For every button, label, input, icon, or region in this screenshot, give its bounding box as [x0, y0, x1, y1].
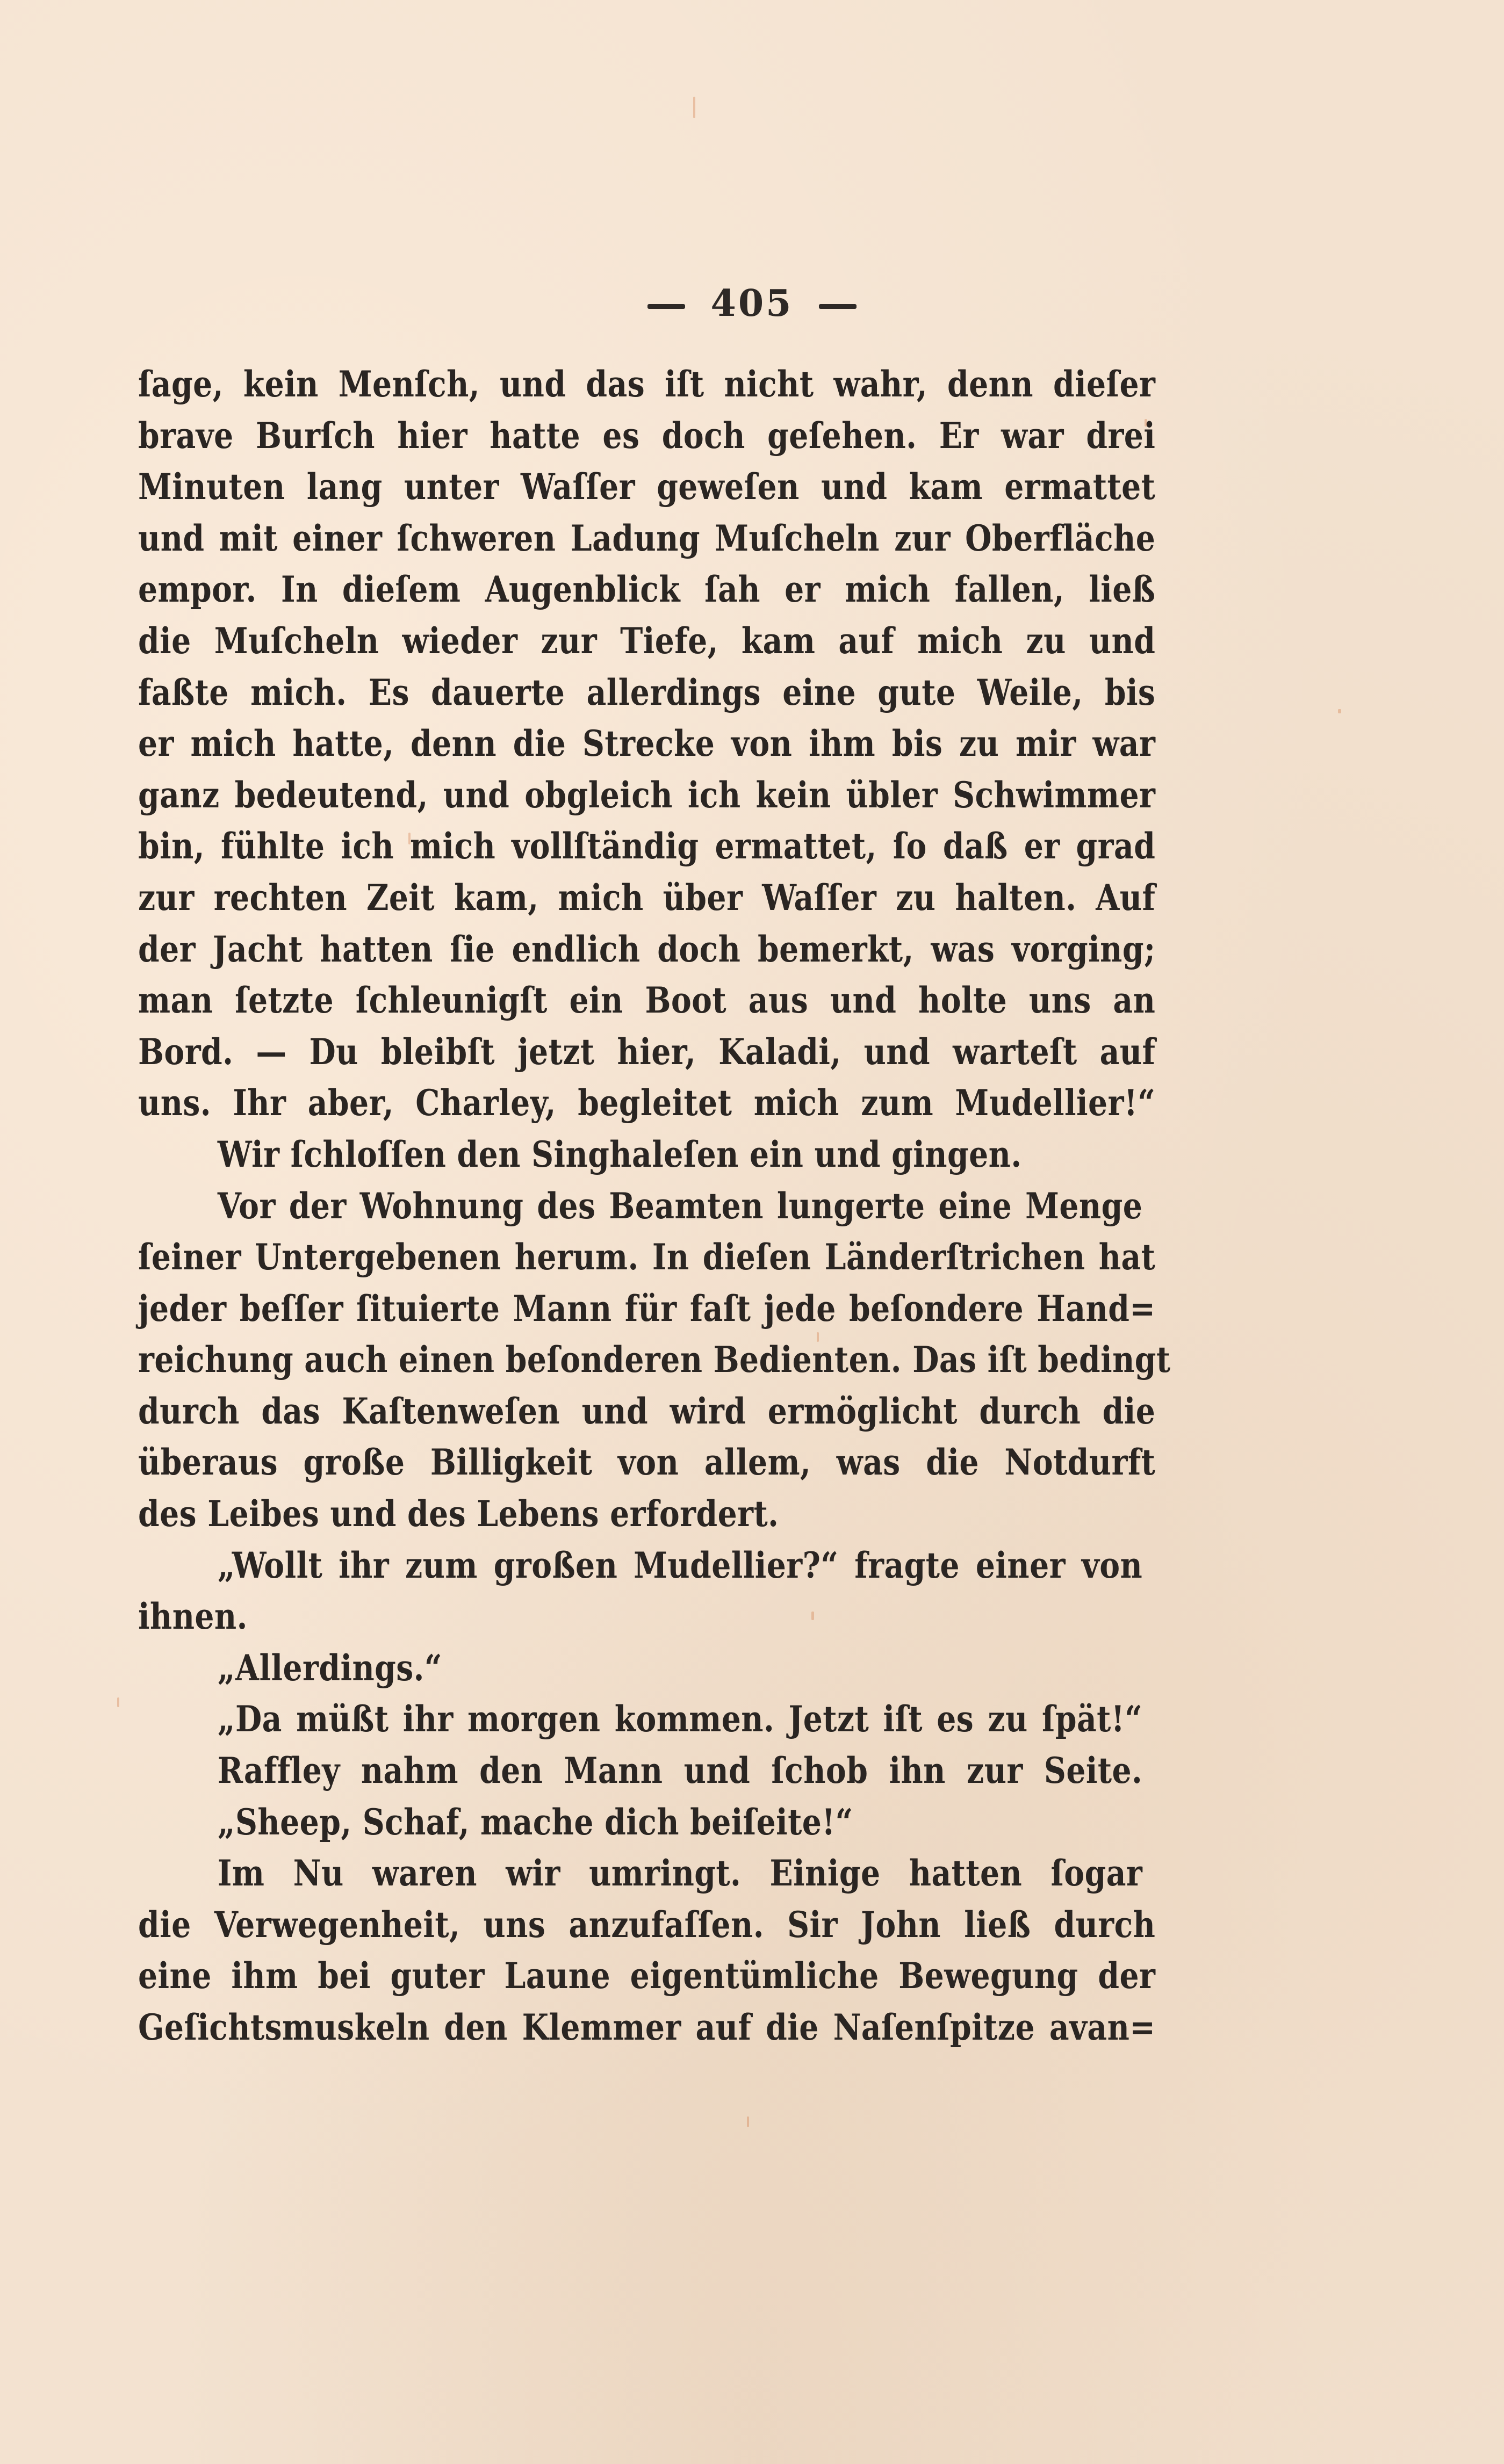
- text-line: er mich hatte, denn die Strecke von ihm bis zu mir war: [138, 722, 1156, 765]
- paper-speck: [747, 2116, 749, 2127]
- page-number: 405: [710, 282, 794, 325]
- text-line: „Wollt ihr zum großen Mudellier?“ fragte einer von: [217, 1544, 1143, 1586]
- page-number-header: [0, 282, 1504, 325]
- paper-speck: [408, 833, 411, 844]
- text-line: bin, fühlte ich mich vollſtändig ermattet, ſo daß er grad: [138, 825, 1156, 868]
- text-line: „Allerdings.“: [217, 1646, 442, 1689]
- text-line: uns. Ihr aber, Charley, begleitet mich zum Mudellier!“: [138, 1082, 1156, 1124]
- text-line: Im Nu waren wir umringt. Einige hatten ſogar: [217, 1852, 1143, 1895]
- text-line: und mit einer ſchweren Ladung Muſcheln zur Oberfläche: [138, 517, 1156, 559]
- text-line: ſage, kein Menſch, und das iſt nicht wahr, denn dieſer: [138, 363, 1156, 405]
- paper-speck: [817, 1332, 819, 1342]
- text-line: Minuten lang unter Waſſer geweſen und kam ermattet: [138, 466, 1156, 508]
- paper-speck: [1145, 419, 1147, 427]
- text-line: Vor der Wohnung des Beamten lungerte eine Menge: [217, 1184, 1143, 1227]
- text-line: ſeiner Untergebenen herum. In dieſen Länderſtrichen hat: [138, 1236, 1156, 1278]
- text-line: überaus große Billigkeit von allem, was die Notdurft: [138, 1441, 1156, 1484]
- text-line: jeder beſſer ſituierte Mann für faſt jede beſondere Hand=: [138, 1287, 1156, 1329]
- text-line: des Leibes und des Lebens erfordert.: [138, 1493, 779, 1535]
- text-line: Bord. — Du bleibſt jetzt hier, Kaladi, und warteſt auf: [138, 1030, 1156, 1073]
- left-dash: [647, 304, 685, 309]
- text-line: die Muſcheln wieder zur Tiefe, kam auf mich zu und: [138, 619, 1156, 662]
- text-line: Geſichtsmuskeln den Klemmer auf die Naſenſpitze avan=: [138, 2006, 1156, 2048]
- text-line: ganz bedeutend, und obgleich ich kein übler Schwimmer: [138, 774, 1156, 816]
- text-line: reichung auch einen beſonderen Bedienten. Das iſt bedingt: [138, 1339, 1171, 1381]
- text-line: „Da müßt ihr morgen kommen. Jetzt iſt es zu ſpät!“: [217, 1698, 1143, 1740]
- text-line: durch das Kaſtenweſen und wird ermöglicht durch die: [138, 1390, 1156, 1432]
- right-dash: [819, 304, 857, 309]
- text-line: Wir ſchloſſen den Singhaleſen ein und gingen.: [217, 1133, 1022, 1175]
- text-line: empor. In dieſem Augenblick ſah er mich fallen, ließ: [138, 568, 1156, 611]
- text-line: Raffley nahm den Mann und ſchob ihn zur Seite.: [217, 1750, 1143, 1792]
- text-line: brave Burſch hier hatte es doch geſehen. Er war drei: [138, 414, 1156, 457]
- text-line: zur rechten Zeit kam, mich über Waſſer zu halten. Auf: [138, 876, 1156, 919]
- text-line: man ſetzte ſchleunigſt ein Boot aus und holte uns an: [138, 979, 1156, 1022]
- text-line: ihnen.: [138, 1595, 248, 1638]
- body-text: [138, 359, 1171, 2054]
- text-line: der Jacht hatten ſie endlich doch bemerkt, was vorging;: [138, 928, 1156, 970]
- text-line: faßte mich. Es dauerte allerdings eine gute Weile, bis: [138, 671, 1156, 713]
- paper-speck: [1338, 709, 1341, 713]
- text-line: die Verwegenheit, uns anzufaſſen. Sir John ließ durch: [138, 1903, 1156, 1946]
- text-line: „Sheep, Schaf, mache dich beiſeite!“: [217, 1801, 853, 1843]
- text-line: eine ihm bei guter Laune eigentümliche Bewegung der: [138, 1955, 1156, 1997]
- paper-speck: [693, 97, 695, 118]
- paper-speck: [117, 1697, 119, 1707]
- paper-speck: [811, 1612, 814, 1620]
